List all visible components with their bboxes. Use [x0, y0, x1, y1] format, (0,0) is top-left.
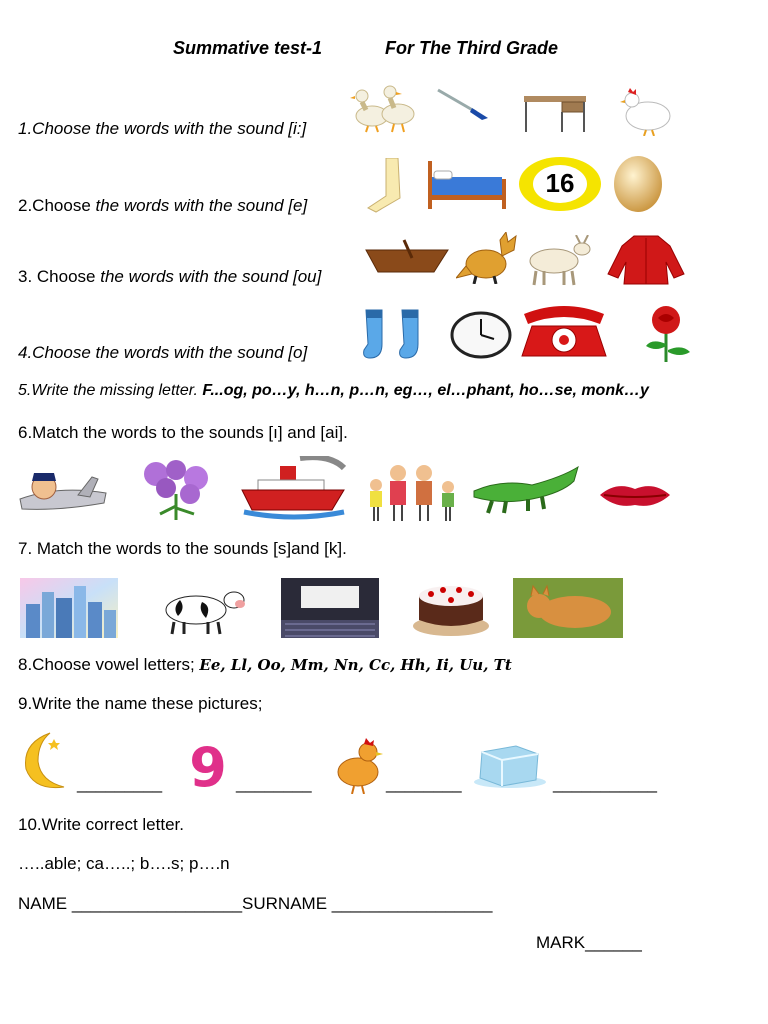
pen-picture: [436, 88, 492, 122]
pilot-plane-picture: [18, 459, 108, 521]
moon-picture: [20, 729, 70, 793]
fox-picture: [456, 232, 522, 284]
blank-2: ________: [236, 774, 312, 793]
bed-picture: [426, 155, 508, 213]
cow-picture: [156, 586, 250, 636]
grade-title: For The Third Grade: [385, 38, 559, 58]
cat-picture: [513, 578, 623, 638]
red-coat-picture: [604, 234, 688, 286]
blank-3: ________: [386, 774, 462, 793]
telephone-picture: [518, 304, 610, 360]
question-5: [18, 382, 649, 400]
question-7: 7. Match the words to the sounds [s]and [k].: [18, 539, 347, 558]
crocodile-picture: [472, 463, 582, 515]
question-1: 1.Choose the words with the sound [i:]: [18, 119, 307, 138]
ship-picture: [240, 456, 348, 522]
question-10-items: …..able; ca…..; b….s; p….n: [18, 854, 230, 873]
question-5-text: 5.Write the missing letter.: [18, 382, 203, 399]
blank-4: ___________: [553, 774, 658, 793]
cake-picture: [411, 574, 491, 638]
mark-line: MARK______: [536, 933, 642, 952]
question-9: 9.Write the name these pictures;: [18, 694, 263, 713]
rose-picture: [636, 304, 700, 362]
leg-picture: [362, 158, 414, 214]
chicken-picture: [328, 738, 384, 794]
socks-picture: [358, 306, 434, 362]
question-2-text: the words with the sound [e]: [90, 196, 308, 215]
question-3-number: 3. Choose: [18, 267, 96, 286]
question-2-number: 2.Choose: [18, 196, 91, 215]
egg-picture: [610, 152, 666, 214]
test-title: Summative test-1: [173, 38, 323, 58]
question-8-text: 8.Choose vowel letters;: [18, 655, 200, 674]
boat-picture: [364, 238, 450, 278]
hen-picture: [616, 88, 676, 136]
question-4: 4.Choose the words with the sound [o]: [18, 343, 308, 362]
question-3: [18, 267, 321, 287]
city-picture: [20, 578, 118, 638]
ice-cube-picture: [472, 742, 548, 790]
lilac-flower-picture: [132, 458, 222, 522]
lips-picture: [598, 481, 672, 509]
family-picture: [360, 463, 460, 521]
question-3-text: the words with the sound [ou]: [95, 267, 322, 286]
cinema-hall-picture: [281, 578, 379, 638]
missing-letter-words: F...og, po…y, h…n, p…n, eg…, el…phant, ho…se, monk…y: [202, 382, 649, 399]
question-2: [18, 196, 307, 216]
vowel-letter-options: Ee, Ll, Oo, Mm, Nn, Cc, Hh, Ii, Uu, Tt: [199, 656, 512, 674]
desk-picture: [522, 94, 588, 134]
question-6: 6.Match the words to the sounds [ı] and [ai].: [18, 423, 348, 442]
number-nine-picture: [182, 736, 234, 799]
question-10: 10.Write correct letter.: [18, 815, 184, 834]
number-sixteen-picture: [517, 155, 603, 213]
number-nine-label: 9: [189, 736, 227, 799]
geese-picture: [350, 82, 420, 134]
clock-picture: [450, 311, 512, 359]
blank-1: _________: [77, 774, 163, 793]
goat-picture: [522, 235, 594, 287]
number-sixteen-label: 16: [545, 168, 575, 198]
name-surname-line: NAME __________________SURNAME _________________: [18, 894, 493, 913]
question-8: [18, 655, 512, 675]
